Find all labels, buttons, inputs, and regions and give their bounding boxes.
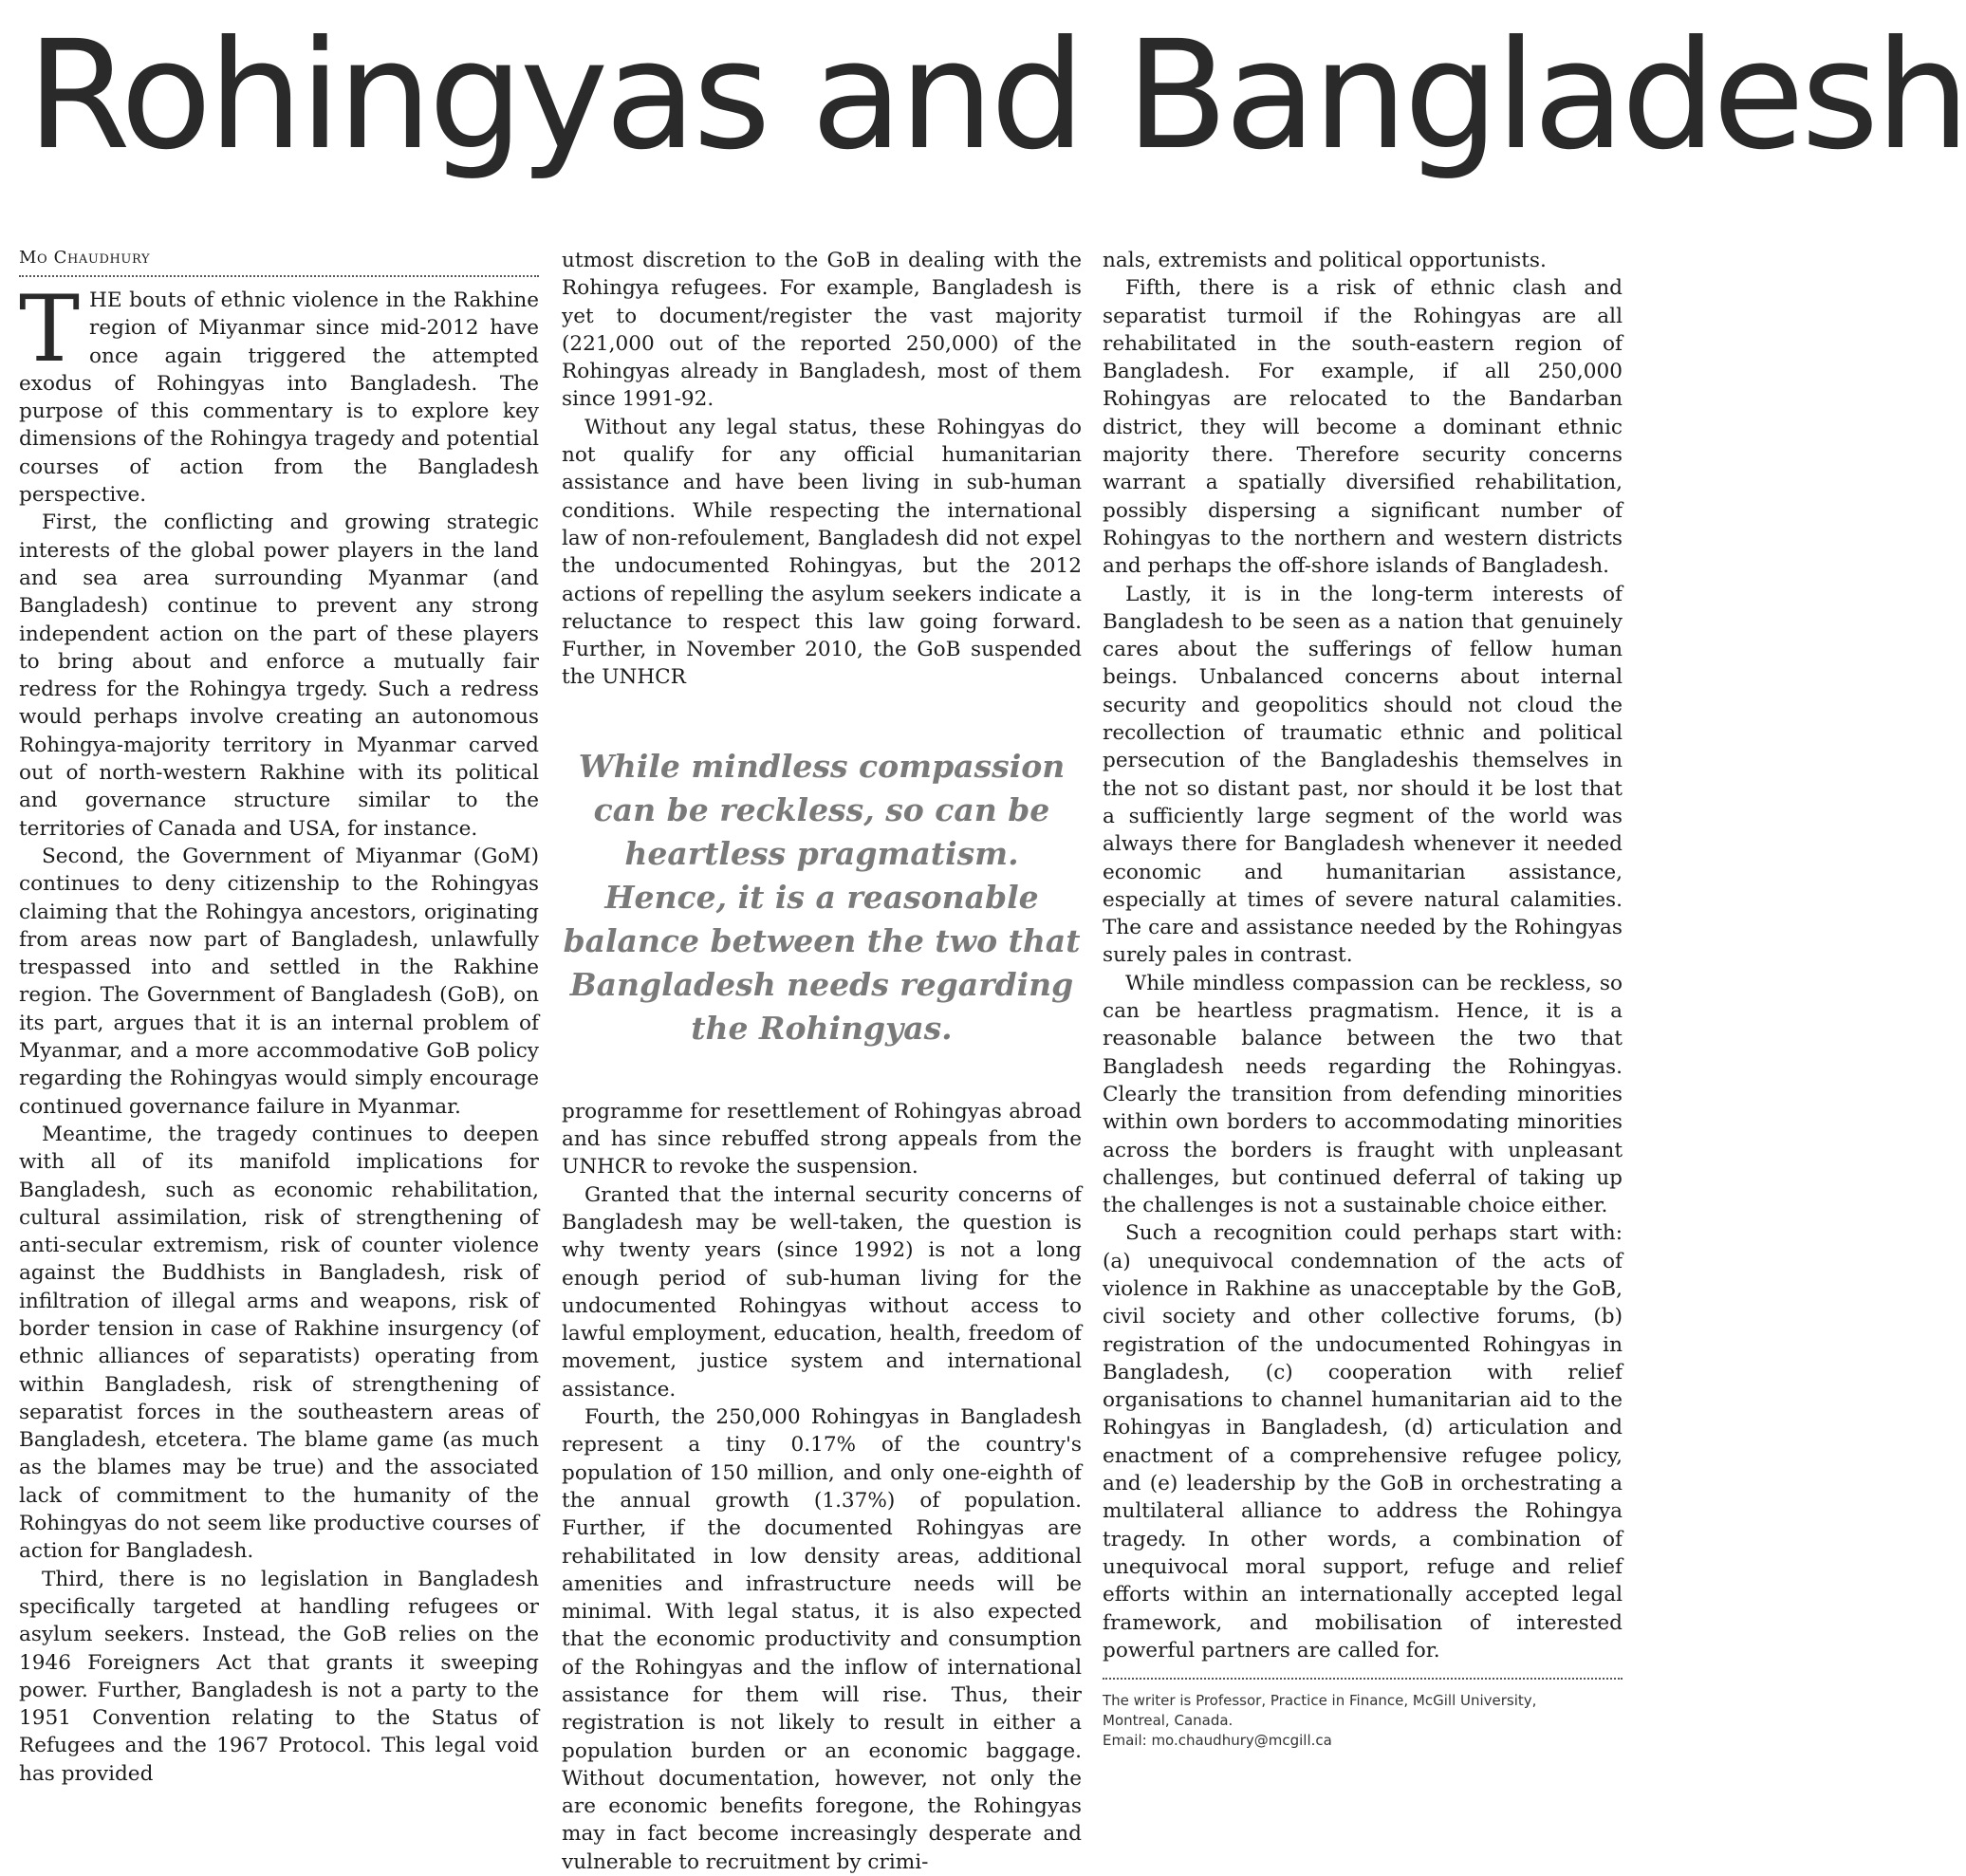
paragraph: Such a recognition could perhaps start with: (a) unequivocal condemnation of the acts of violence in Rakhine as unacceptable by the GoB, civil society and other collective forums, (b) registration of the undocumented Rohingyas in Bangladesh, (c) cooperation with relief organisations to channel humanitarian aid to the Rohingyas in Bangladesh, (d) articulation and enactment of a comprehensive refugee policy, and (e) leadership by the GoB in orchestrating a multilateral alliance to address the Rohingya tragedy. In other words, a combination of unequivocal moral support, refuge and relief efforts within an internationally accepted legal framework, and mobilisation of interested powerful partners are called for. [1103, 1221, 1623, 1662]
paragraph: Second, the Government of Miyanmar (GoM) continues to deny citizenship to the Rohingyas claiming that the Rohingya ancestors, originating from areas now part of Bangladesh, unlawfully trespassed into and settled in the Rakhine region. The Government of Bangladesh (GoB), on its part, argues that it is an internal problem of Myanmar, and a more accommodative GoB policy regarding the Rohingyas would simply encourage continued governance failure in Myanmar. [19, 844, 539, 1119]
pull-quote: While mindless compassion can be reckless, so can be heartless pragmatism. Hence, it is a reasonable balance between the two that Bangladesh needs regarding the Rohingyas. [563, 747, 1081, 1047]
column-2 [562, 247, 1082, 1876]
footnote-affiliation: The writer is Professor, Practice in Finance, McGill University, [1103, 1692, 1537, 1710]
paragraph: Meantime, the tragedy continues to deepen with all of its manifold implications for Bangladesh, such as economic rehabilitation, cultural assimilation, risk of strengthening of anti-secular extremism, risk of counter violence against the Buddhists in Bangladesh, risk of infiltration of illegal arms and weapons, risk of border tension in case of Rakhine insurgency (of ethnic alliances of separatists) operating from within Bangladesh, risk of strengthening of separatist forces in the southeastern areas of Bangladesh, etcetera. The blame game (as much as the blames may be true) and the associated lack of commitment to the humanity of the Rohingyas do not seem like productive courses of action for Bangladesh. [19, 1122, 539, 1564]
paragraph: Fifth, there is a risk of ethnic clash and separatist turmoil if the Rohingyas are all rehabilitated in the south-eastern region of Bangladesh. For example, if all 250,000 Rohingyas are relocated to the Bandarban district, they will become a dominant ethnic majority there. Therefore security concerns warrant a spatially diversified rehabilitation, possibly dispersing a significant number of Rohingyas to the northern and western districts and perhaps the off-shore islands of Bangladesh. [1103, 276, 1623, 579]
paragraph: Third, there is no legislation in Bangladesh specifically targeted at handling refugees or asylum seekers. Instead, the GoB relies on the 1946 Foreigners Act that grants it sweeping power. Further, Bangladesh is not a party to the 1951 Convention relating to the Status of Refugees and the 1967 Protocol. This legal void has provided [19, 1567, 539, 1786]
column-3 [1103, 247, 1623, 1751]
intro-text: HE bouts of ethnic violence in the Rakhine region of Miyanmar since mid-2012 have once again triggered the attempted exodus of Rohingyas into Bangladesh. The purpose of this commentary is to explore key dimensions of the Rohingya tragedy and potential courses of action from the Bangladesh perspective. [19, 288, 539, 508]
headline: Rohingyas and Bangladesh [27, 9, 1966, 183]
paragraph: Without any legal status, these Rohingyas do not qualify for any official humanitarian assistance and have been living in sub-human conditions. While respecting the international law of non-refoulement, Bangladesh did not expel the undocumented Rohingyas, but the 2012 actions of repelling the asylum seekers indicate a reluctance to respect this law going forward. Further, in November 2010, the GoB suspended the UNHCR [562, 415, 1082, 690]
paragraph: Fourth, the 250,000 Rohingyas in Bangladesh represent a tiny 0.17% of the country's population of 150 million, and only one-eighth of the annual growth (1.37%) of population. Further, if the documented Rohingyas are rehabilitated in low density areas, additional amenities and infrastructure needs will be minimal. With legal status, it is also expected that the economic productivity and consumption of the Rohingyas and the inflow of international assistance for them will rise. Thus, their registration is not likely to result in either a population burden or an economic baggage. Without documentation, however, not only the are economic benefits foregone, the Rohingyas may in fact become increasingly desperate and vulnerable to recruitment by crimi- [562, 1405, 1082, 1874]
paragraph: First, the conflicting and growing strategic interests of the global power players in the land and sea area surrounding Myanmar (and Bangladesh) continue to prevent any strong independent action on the part of these players to bring about and enforce a mutually fair redress for the Rohingya trgedy. Such a redress would perhaps involve creating an autonomous Rohingya-majority territory in Myanmar carved out of north-western Rakhine with its political and governance structure similar to the territories of Canada and USA, for instance. [19, 511, 539, 841]
author-footnote [1103, 1678, 1623, 1751]
byline: Mo Chaudhury [19, 247, 539, 277]
paragraph: Granted that the internal security concerns of Bangladesh may be well-taken, the question is why twenty years (since 1992) is not a long enough period of sub-human living for the undocumented Rohingyas without access to lawful employment, education, health, freedom of movement, justice system and international assistance. [562, 1182, 1082, 1402]
footnote-email: Email: mo.chaudhury@mcgill.ca [1103, 1732, 1332, 1750]
footnote-location: Montreal, Canada. [1103, 1712, 1233, 1730]
paragraph-intro [19, 276, 539, 509]
paragraph: nals, extremists and political opportunists. [1103, 249, 1547, 272]
paragraph: utmost discretion to the GoB in dealing with the Rohingya refugees. For example, Bangladesh is yet to document/register the vast majority (221,000 out of the reported 250,000) of the Rohingyas already in Bangladesh, most of them since 1991-92. [562, 249, 1082, 412]
paragraph: programme for resettlement of Rohingyas abroad and has since rebuffed strong appeals from the UNHCR to revoke the suspension. [562, 1099, 1082, 1179]
paragraph: Lastly, it is in the long-term interests of Bangladesh to be seen as a nation that genuinely cares about the sufferings of fellow human beings. Unbalanced concerns about internal security and geopolitics should not cloud the recollection of traumatic ethnic and political persecution of the Bangladeshis themselves in the not so distant past, nor should it be lost that a sufficiently large segment of the world was always there for Bangladesh whenever it needed economic and humanitarian assistance, especially at times of severe natural calamities. The care and assistance needed by the Rohingyas surely pales in contrast. [1103, 582, 1623, 968]
column-1 [19, 247, 539, 1788]
drop-cap: T [19, 276, 81, 382]
paragraph: While mindless compassion can be reckless, so can be heartless pragmatism. Hence, it is a reasonable balance between the two that Bangladesh needs regarding the Rohingyas. Clearly the transition from defending minorities within own borders to accommodating minorities across the borders is fraught with unpleasant challenges, but continued deferral of taking up the challenges is not a sustainable choice either. [1103, 971, 1623, 1218]
